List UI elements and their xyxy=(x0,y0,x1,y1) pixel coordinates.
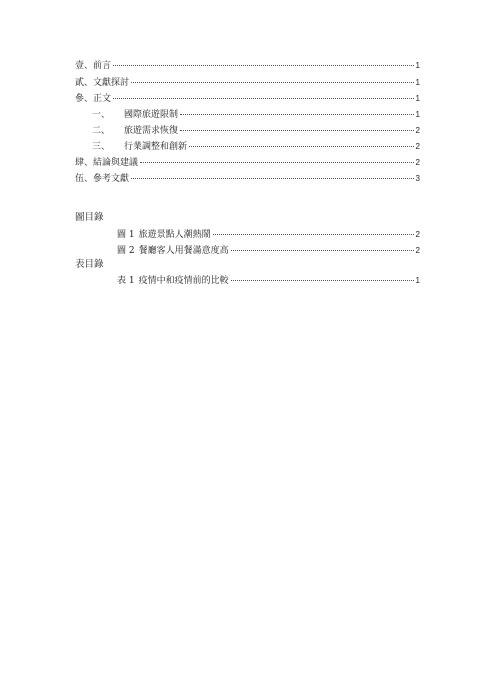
table-number: 表 1 xyxy=(117,276,135,286)
toc-entry-page: 2 xyxy=(415,126,420,135)
toc-entry-label: 貳、文獻探討 xyxy=(75,78,130,88)
dot-leader xyxy=(231,250,414,251)
dot-leader xyxy=(213,234,414,235)
dot-leader xyxy=(113,98,414,99)
dot-leader xyxy=(180,114,414,115)
toc-subentry-number: 三、 xyxy=(92,142,111,152)
toc-entry-conclusion[interactable] xyxy=(75,157,420,169)
dot-leader xyxy=(140,162,414,163)
dot-leader xyxy=(113,65,414,66)
figure-entry[interactable] xyxy=(117,229,420,241)
tables-heading: 表目錄 xyxy=(75,259,104,270)
table-page: 1 xyxy=(415,276,420,285)
toc-entry-label: 肆、結論與建議 xyxy=(75,158,139,168)
toc-entry-page: 1 xyxy=(415,94,420,103)
toc-subentry-industry-adjustment[interactable] xyxy=(92,141,420,153)
dot-leader xyxy=(231,280,414,281)
figures-heading: 圖目錄 xyxy=(75,212,104,223)
toc-entry-page: 2 xyxy=(415,142,420,151)
figure-label: 旅遊景點人潮熱鬧 xyxy=(138,230,211,240)
toc-entry-page: 3 xyxy=(415,174,420,183)
dot-leader xyxy=(131,82,414,83)
toc-entry-page: 1 xyxy=(415,110,420,119)
toc-entry-references[interactable] xyxy=(75,173,420,185)
figure-label: 餐廳客人用餐滿意度高 xyxy=(138,246,229,256)
toc-entry-label: 國際旅遊限制 xyxy=(124,110,179,120)
figure-number: 圖 1 xyxy=(117,230,135,240)
toc-subentry-number: 二、 xyxy=(92,126,111,136)
table-entry[interactable] xyxy=(117,275,420,287)
toc-entry-page: 1 xyxy=(415,78,420,87)
figure-number: 圖 2 xyxy=(117,246,135,256)
toc-entry-label: 壹、前言 xyxy=(75,61,112,71)
toc-entry-page: 1 xyxy=(415,61,420,70)
toc-entry-label: 旅遊需求恢復 xyxy=(124,126,179,136)
toc-entry-literature-review[interactable] xyxy=(75,77,420,89)
toc-subentry-travel-restrictions[interactable] xyxy=(92,109,420,121)
toc-entry-main-text[interactable] xyxy=(75,93,420,105)
toc-entry-preface[interactable] xyxy=(75,60,420,72)
toc-entry-label: 參、正文 xyxy=(75,94,112,104)
toc-entry-label: 伍、參考文獻 xyxy=(75,174,130,184)
toc-entry-label: 行業調整和創新 xyxy=(124,142,188,152)
dot-leader xyxy=(131,178,414,179)
figure-page: 2 xyxy=(415,246,420,255)
toc-subentry-demand-recovery[interactable] xyxy=(92,125,420,137)
dot-leader xyxy=(189,146,414,147)
figure-entry[interactable] xyxy=(117,245,420,257)
dot-leader xyxy=(180,130,414,131)
figure-page: 2 xyxy=(415,230,420,239)
table-label: 疫情中和疫情前的比較 xyxy=(138,276,229,286)
toc-subentry-number: 一、 xyxy=(92,110,111,120)
toc-entry-page: 2 xyxy=(415,158,420,167)
